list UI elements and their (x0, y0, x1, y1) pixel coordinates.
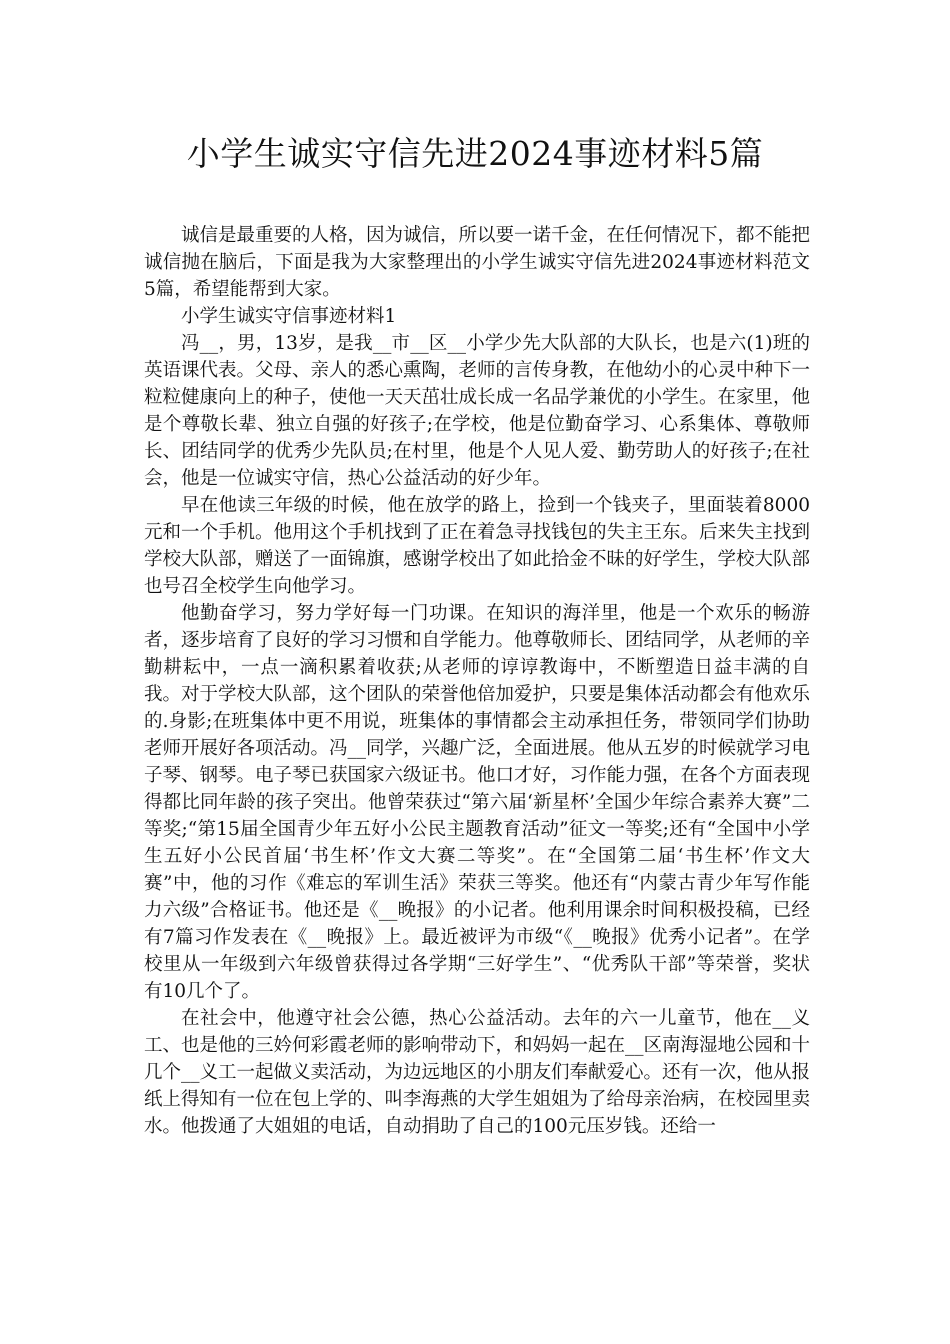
body-paragraph: 早在他读三年级的时候，他在放学的路上，捡到一个钱夹子，里面装着8000元和一个手机。他用这个手机找到了正在着急寻找钱包的失主王东。后来失主找到学校大队部，赠送了一面锦旗，感谢学校出了如此拾金不昧的好学生，学校大队部也号召全校学生向他学习。 (144, 495, 811, 597)
intro-paragraph: 诚信是最重要的人格，因为诚信，所以要一诺千金，在任何情况下，都不能把诚信抛在脑后，下面是我为大家整理出的小学生诚实守信先进2024事迹材料范文5篇，希望能帮到大家。 (144, 225, 811, 300)
body-paragraph: 冯__，男，13岁，是我__市__区__小学少先大队部的大队长，也是六(1)班的英语课代表。父母、亲人的悉心熏陶，老师的言传身教，在他幼小的心灵中种下一粒粒健康向上的种子，使他一天天茁壮成长成一名品学兼优的小学生。在家里，他是个尊敬长辈、独立自强的好孩子;在学校，他是位勤奋学习、心系集体、尊敬师长、团结同学的优秀少先队员;在村里，他是个人见人爱、勤劳助人的好孩子;在社会，他是一位诚实守信，热心公益活动的好少年。 (144, 333, 811, 489)
body-paragraph: 他勤奋学习，努力学好每一门功课。在知识的海洋里，他是一个欢乐的畅游者，逐步培育了良好的学习习惯和自学能力。他尊敬师长、团结同学，从老师的辛勤耕耘中，一点一滴积累着收获;从老师的谆谆教诲中，不断塑造日益丰满的自我。对于学校大队部，这个团队的荣誉他倍加爱护，只要是集体活动都会有他欢乐的.身影;在班集体中更不用说，班集体的事情都会主动承担任务，带领同学们协助老师开展好各项活动。冯__同学，兴趣广泛，全面进展。他从五岁的时候就学习电子琴、钢琴。电子琴已获国家六级证书。他口才好，习作能力强，在各个方面表现得都比同年龄的孩子突出。他曾荣获过“第六届‘新星杯’全国少年综合素养大赛”二等奖;“第15届全国青少年五好小公民主题教育活动”征文一等奖;还有“全国中小学生五好小公民首届‘书生杯’作文大赛二等奖”。在“全国第二届‘书生杯’作文大赛”中，他的习作《难忘的军训生活》荣获三等奖。他还有“内蒙古青少年写作能力六级”合格证书。他还是《__晚报》的小记者。他利用课余时间积极投稿，已经有7篇习作发表在《__晚报》上。最近被评为市级“《__晚报》优秀小记者”。在学校里从一年级到六年级曾获得过各学期“三好学生”、“优秀队干部”等荣誉，奖状有10几个了。 (144, 603, 811, 1002)
section-heading: 小学生诚实守信事迹材料1 (181, 306, 397, 327)
document-title: 小学生诚实守信先进2024事迹材料5篇 (186, 134, 764, 173)
body-paragraph: 在社会中，他遵守社会公德，热心公益活动。去年的六一儿童节，他在__义工、也是他的三妗何彩霞老师的影响带动下，和妈妈一起在__区南海湿地公园和十几个__义工一起做义卖活动，为边远地区的小朋友们奉献爱心。还有一次，他从报纸上得知有一位在包上学的、叫李海燕的大学生姐姐为了给母亲治病，在校园里卖水。他拨通了大姐姐的电话，自动捐助了自己的100元压岁钱。还给一 (144, 1008, 811, 1137)
document-body (144, 222, 810, 1140)
